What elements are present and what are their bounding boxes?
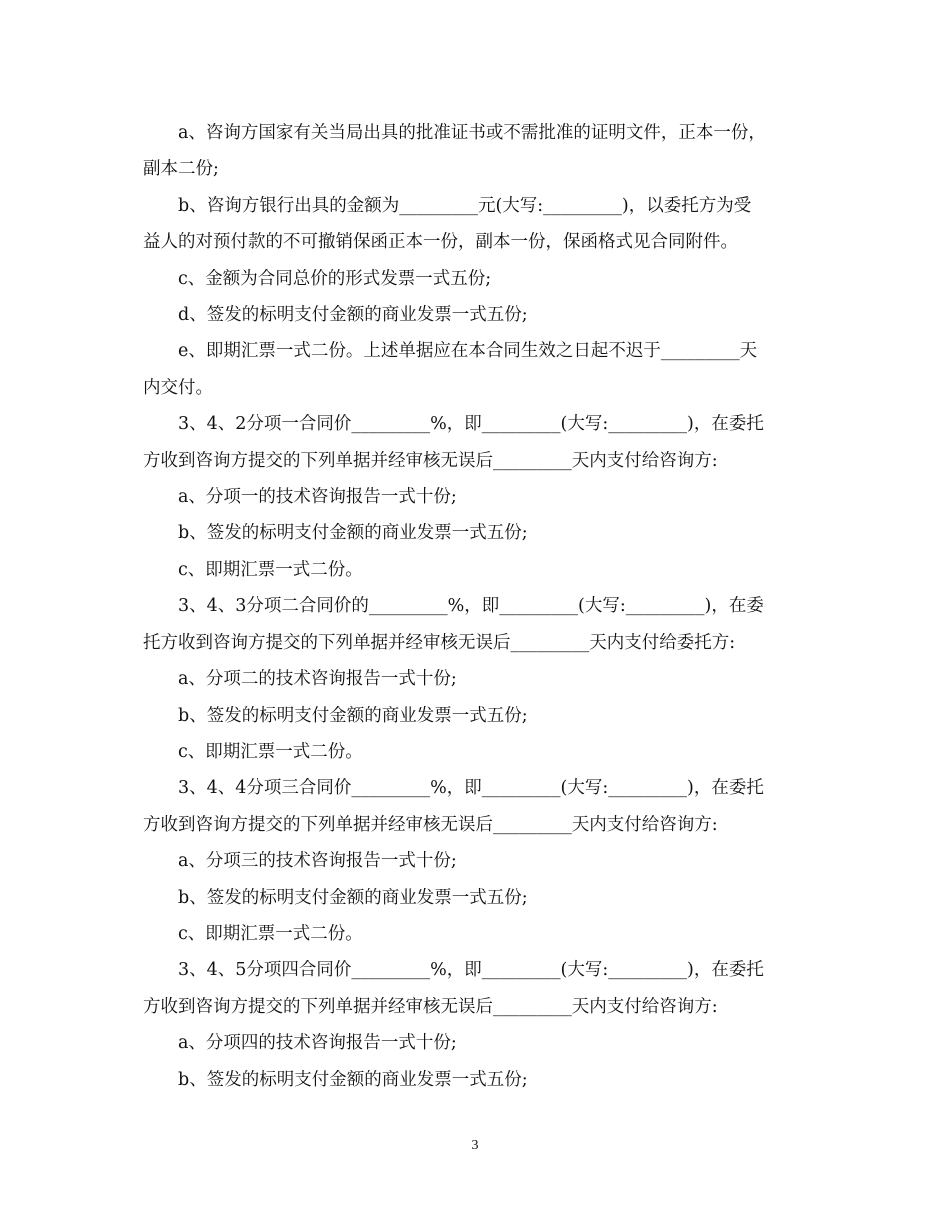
clause-3-4-3-cont (143, 625, 803, 661)
text-line: 托方收到咨询方提交的下列单据并经审核无误后_________天内支付给委托方: (143, 632, 736, 653)
text-line: a、分项四的技术咨询报告一式十份; (178, 1033, 457, 1054)
text-line: b、签发的标明支付金额的商业发票一式五份; (178, 705, 528, 726)
paragraph-item-a-approval (143, 115, 803, 151)
text-line: 方收到咨询方提交的下列单据并经审核无误后_________天内支付给咨询方: (143, 814, 718, 835)
list-item (143, 880, 803, 916)
list-item (143, 552, 803, 588)
list-item (143, 916, 803, 952)
text-line: a、分项一的技术咨询报告一式十份; (178, 487, 457, 508)
page-number: 3 (471, 1138, 479, 1153)
text-line: 益人的对预付款的不可撤销保函正本一份，副本一份，保函格式见合同附件。 (143, 232, 738, 253)
paragraph-item-c-proforma (143, 261, 803, 297)
text-line: 副本二份; (143, 159, 219, 180)
text-line: c、即期汇票一式二份。 (178, 923, 363, 944)
list-item (143, 698, 803, 734)
list-item (143, 515, 803, 551)
text-line: 3、4、2分项一合同价_________%，即_________(大写:_________)，在委托 (178, 414, 764, 435)
text-line: 方收到咨询方提交的下列单据并经审核无误后_________天内支付给咨询方: (143, 996, 718, 1017)
paragraph-item-a-approval-cont (143, 151, 803, 187)
text-line: a、咨询方国家有关当局出具的批准证书或不需批准的证明文件，正本一份， (178, 123, 766, 143)
text-line: 3、4、5分项四合同价_________%，即_________(大写:_________)，在委托 (178, 960, 764, 981)
text-line: a、分项二的技术咨询报告一式十份; (178, 669, 457, 690)
text-line: 3、4、3分项二合同价的_________%，即_________(大写:_________)，在委 (178, 596, 764, 617)
text-line: 方收到咨询方提交的下列单据并经审核无误后_________天内支付给咨询方: (143, 450, 718, 471)
clause-3-4-2 (143, 406, 803, 442)
paragraph-item-d-invoice (143, 297, 803, 333)
text-line: b、咨询方银行出具的金额为_________元(大写:_________)，以委托方为受 (178, 195, 752, 216)
clause-3-4-5 (143, 952, 803, 988)
clause-3-4-4-cont (143, 807, 803, 843)
list-item (143, 661, 803, 697)
list-item (143, 734, 803, 770)
clause-3-4-5-cont (143, 989, 803, 1025)
text-line: e、即期汇票一式二份。上述单据应在本合同生效之日起不迟于_________天 (178, 341, 758, 362)
clause-3-4-2-cont (143, 443, 803, 479)
text-line: b、签发的标明支付金额的商业发票一式五份; (178, 523, 528, 544)
clause-3-4-3 (143, 588, 803, 624)
text-line: b、签发的标明支付金额的商业发票一式五份; (178, 887, 528, 908)
text-line: c、即期汇票一式二份。 (178, 741, 363, 762)
list-item (143, 1025, 803, 1061)
text-line: 3、4、4分项三合同价_________%，即_________(大写:_________)，在委托 (178, 778, 764, 799)
text-line: d、签发的标明支付金额的商业发票一式五份; (178, 305, 528, 326)
document-body (143, 115, 803, 1098)
list-item (143, 1062, 803, 1098)
text-line: b、签发的标明支付金额的商业发票一式五份; (178, 1069, 528, 1090)
paragraph-item-e-draft (143, 333, 803, 369)
paragraph-item-b-guarantee-cont (143, 224, 803, 260)
text-line: c、即期汇票一式二份。 (178, 559, 363, 580)
paragraph-item-e-draft-cont (143, 370, 803, 406)
list-item (143, 479, 803, 515)
list-item (143, 843, 803, 879)
text-line: a、分项三的技术咨询报告一式十份; (178, 851, 457, 872)
clause-3-4-4 (143, 770, 803, 806)
paragraph-item-b-guarantee (143, 188, 803, 224)
text-line: c、金额为合同总价的形式发票一式五份; (178, 268, 492, 289)
text-line: 内交付。 (143, 377, 213, 398)
